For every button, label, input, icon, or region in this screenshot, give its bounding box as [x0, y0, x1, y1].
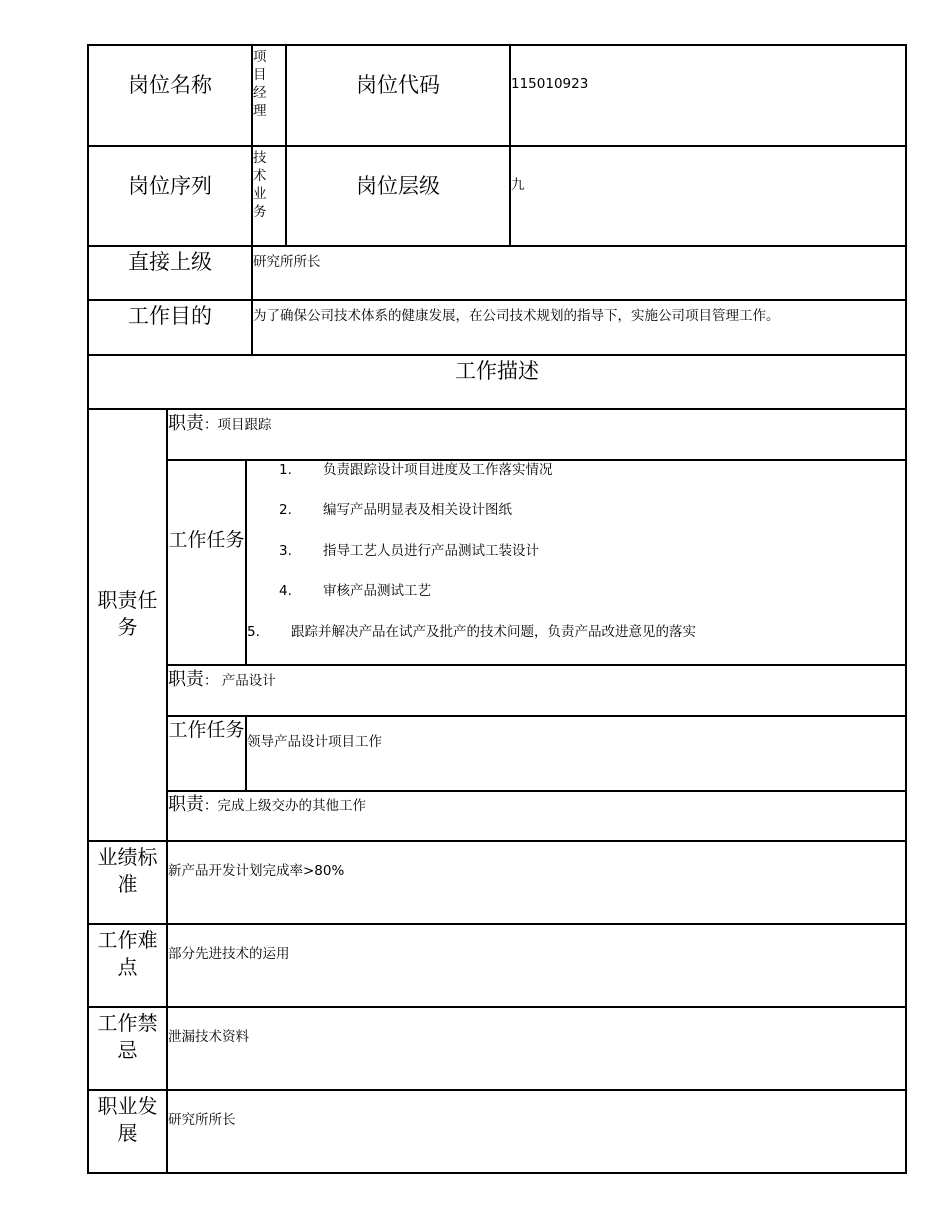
difficulty-value: 部分先进技术的运用 — [168, 946, 290, 962]
rule — [87, 44, 907, 46]
post-code-value: 115010923 — [511, 76, 589, 92]
purpose-label: 工作目的 — [128, 304, 212, 328]
rule — [87, 408, 907, 410]
duty-row — [168, 794, 366, 816]
task-text: 负责跟踪设计项目进度及工作落实情况 — [323, 462, 553, 478]
post-name-label: 岗位名称 — [128, 73, 212, 97]
rule — [87, 1006, 907, 1008]
rule — [87, 245, 907, 247]
rule — [166, 664, 907, 666]
rule — [509, 44, 511, 247]
post-sequence-value: 技术业务 — [253, 150, 267, 220]
task-number: 4. — [279, 583, 292, 599]
taboo-label: 工作禁忌 — [97, 1011, 158, 1062]
rule — [87, 354, 907, 356]
rule — [166, 459, 907, 461]
rule — [87, 1172, 907, 1174]
duty-prefix: 职责 — [168, 794, 204, 815]
rule — [166, 790, 907, 792]
post-name-value: 项目经理 — [253, 49, 267, 119]
task-text: 指导工艺人员进行产品测试工装设计 — [323, 543, 539, 559]
post-level-value: 九 — [511, 177, 525, 193]
duty-row — [168, 669, 276, 691]
superior-value: 研究所所长 — [253, 254, 321, 270]
performance-value: 新产品开发计划完成率>80% — [168, 863, 345, 879]
duty-name: ：完成上级交办的其他工作 — [204, 798, 366, 814]
task-text: 跟踪并解决产品在试产及批产的技术问题，负责产品改进意见的落实 — [291, 624, 696, 640]
rule — [87, 923, 907, 925]
career-value: 研究所所长 — [168, 1112, 236, 1128]
rule — [166, 715, 907, 717]
duty-row — [168, 413, 272, 435]
career-label: 职业发展 — [97, 1094, 158, 1145]
rule — [87, 1089, 907, 1091]
responsibilities-label: 职责任务 — [97, 588, 158, 639]
task-label: 工作任务 — [168, 529, 245, 551]
post-level-label: 岗位层级 — [356, 174, 440, 198]
duty-prefix: 职责 — [168, 669, 204, 690]
task-text: 审核产品测试工艺 — [323, 583, 431, 599]
post-sequence-label: 岗位序列 — [128, 174, 212, 198]
rule — [87, 299, 907, 301]
rule — [87, 840, 907, 842]
task-label: 工作任务 — [168, 719, 245, 741]
taboo-value: 泄漏技术资料 — [168, 1029, 249, 1045]
task-number: 5. — [247, 624, 260, 640]
task-text: 编写产品明显表及相关设计图纸 — [323, 502, 512, 518]
rule — [905, 44, 907, 1174]
duty-name: ：项目跟踪 — [204, 417, 272, 433]
superior-label: 直接上级 — [128, 250, 212, 274]
task-number: 1. — [279, 462, 292, 478]
post-code-label: 岗位代码 — [356, 73, 440, 97]
rule — [87, 145, 907, 147]
performance-label: 业绩标准 — [97, 845, 158, 896]
section-title: 工作描述 — [455, 359, 539, 383]
task-number: 3. — [279, 543, 292, 559]
rule — [245, 715, 247, 792]
difficulty-label: 工作难点 — [97, 928, 158, 979]
purpose-value: 为了确保公司技术体系的健康发展，在公司技术规划的指导下，实施公司项目管理工作。 — [253, 308, 780, 324]
task-number: 2. — [279, 502, 292, 518]
duty-name: ： 产品设计 — [204, 673, 276, 689]
duty-prefix: 职责 — [168, 413, 204, 434]
rule — [166, 408, 168, 1174]
task-text: 领导产品设计项目工作 — [247, 734, 382, 750]
